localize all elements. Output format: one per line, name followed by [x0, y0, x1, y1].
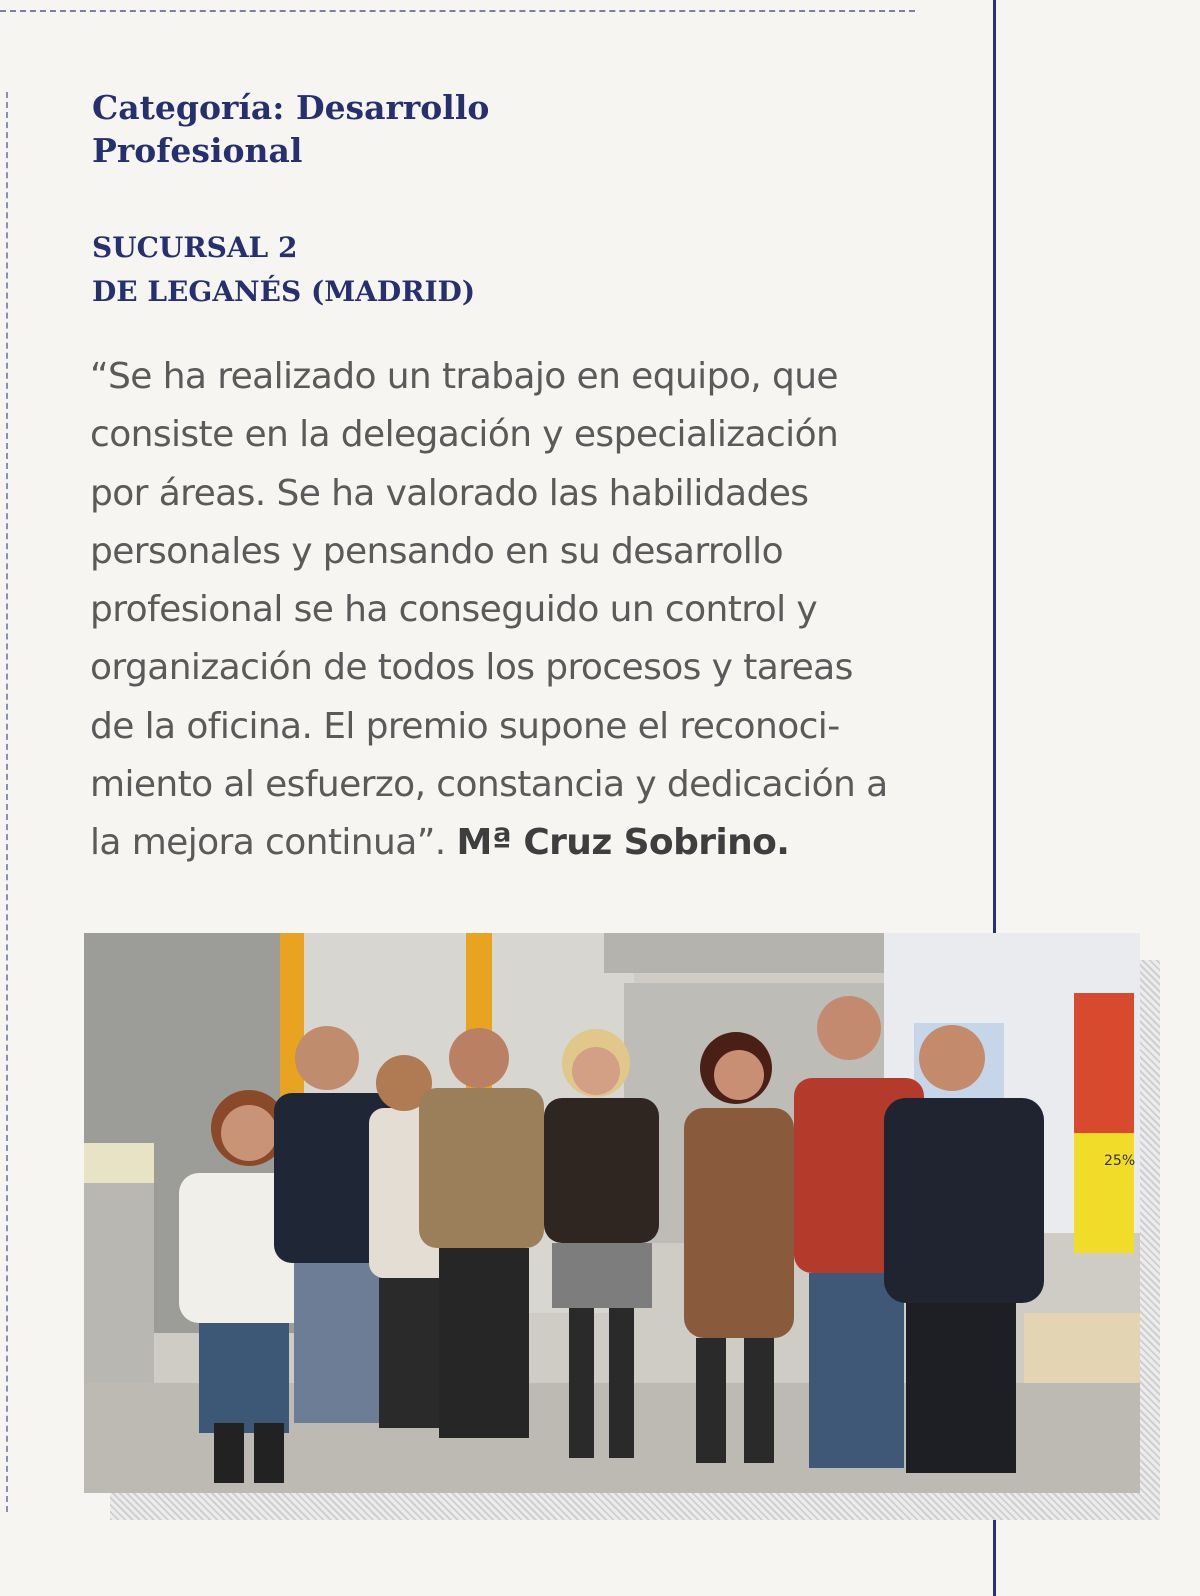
quote-line: profesional se ha conseguido un control y — [90, 589, 818, 631]
quote-line: la mejora continua”. — [90, 822, 446, 864]
quote-author: Mª Cruz Sobrino. — [456, 822, 790, 864]
branch-line-2: DE LEGANÉS (MADRID) — [92, 275, 476, 308]
quote-line: “Se ha realizado un trabajo en equipo, que — [90, 356, 838, 397]
top-dashed-border — [0, 10, 915, 12]
quote-line: consiste en la delegación y especialización — [90, 414, 839, 456]
quote-line: por áreas. Se ha valorado las habilidades — [90, 472, 809, 514]
category-heading — [92, 86, 692, 172]
left-dashed-border — [6, 92, 8, 1512]
branch-heading — [92, 226, 692, 314]
quote-line: de la oficina. El premio supone el reconoci- — [90, 705, 840, 747]
branch-line-1: SUCURSAL 2 — [92, 231, 298, 264]
quote-line: organización de todos los procesos y tareas — [90, 647, 853, 689]
team-photo-illustration — [84, 933, 1140, 1493]
sign-text: 25% — [1104, 1153, 1136, 1169]
category-line-1: Categoría: Desarrollo — [92, 88, 490, 127]
quote-line: miento al esfuerzo, constancia y dedicación a — [90, 764, 888, 806]
team-photo — [84, 933, 1140, 1493]
quote-last-line — [90, 814, 960, 872]
quote-line: personales y pensando en su desarrollo — [90, 530, 783, 572]
category-line-2: Profesional — [92, 131, 303, 170]
quote-block — [90, 348, 960, 873]
